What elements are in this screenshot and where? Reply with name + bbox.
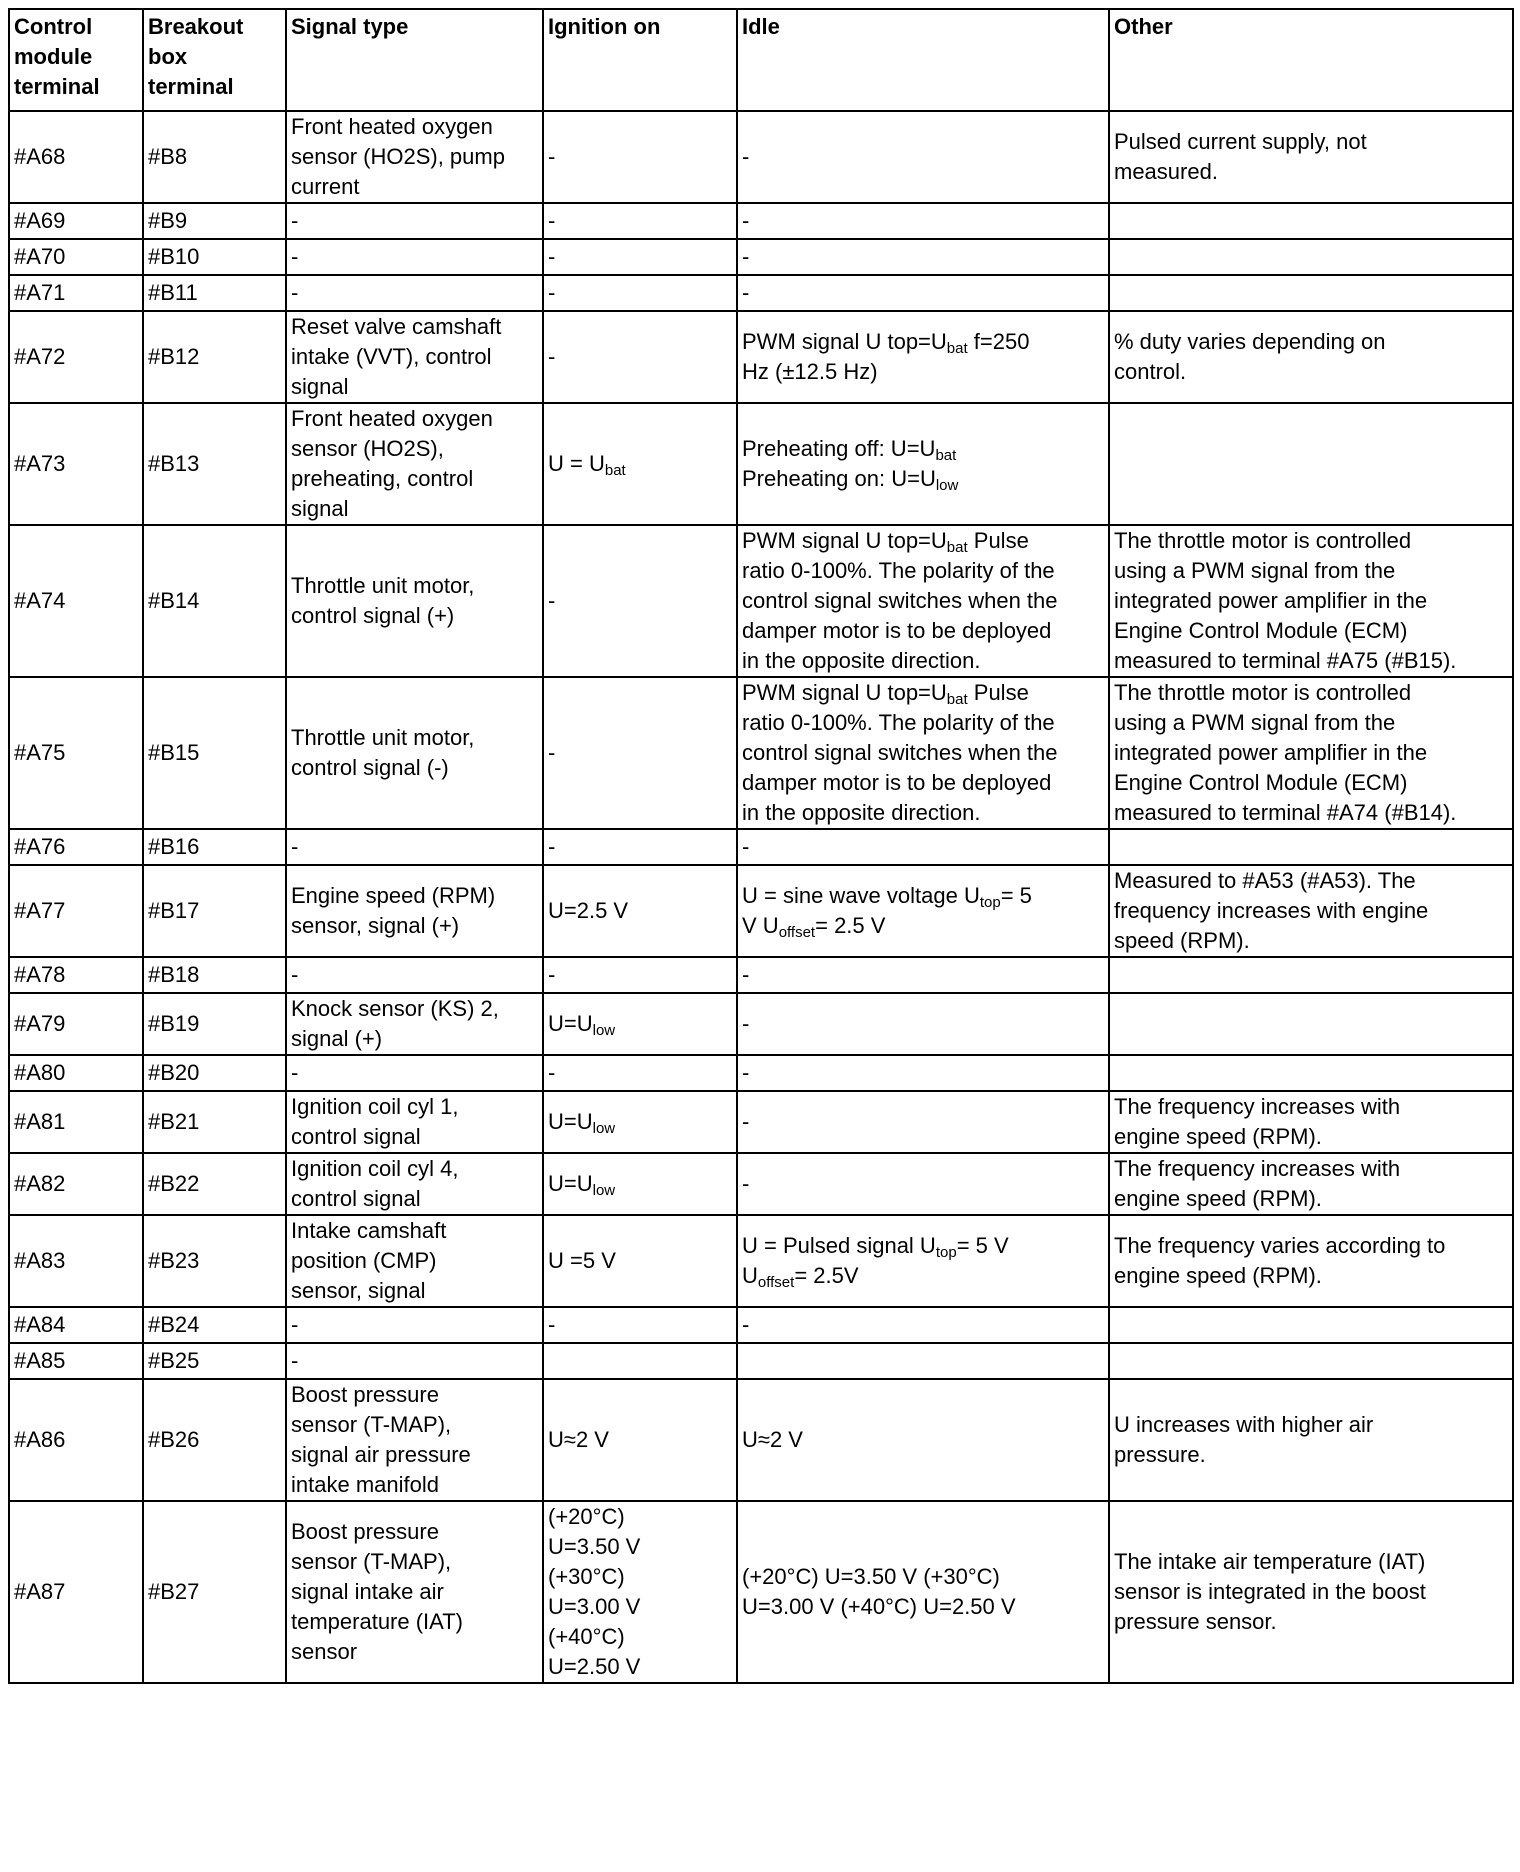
signal-type-cell — [286, 1501, 543, 1683]
cell-text-line: (+20°C) — [548, 1504, 625, 1529]
breakout-box-terminal-cell: #B14 — [143, 525, 286, 677]
cell-text-line: Hz (±12.5 Hz) — [742, 359, 878, 384]
cell-text-line: - — [548, 344, 556, 369]
cell-text-line: signal — [291, 496, 349, 521]
cell-text-line: - — [291, 280, 299, 305]
ignition-on-cell — [543, 677, 737, 829]
ignition-on-cell — [543, 957, 737, 993]
control-module-terminal-cell: #A87 — [9, 1501, 143, 1683]
other-cell — [1109, 1215, 1513, 1307]
cell-text-line: position (CMP) — [291, 1248, 437, 1273]
cell-text-line: $U=U_{low}$ — [548, 1171, 616, 1199]
cell-text-line: engine speed (RPM). — [1114, 1263, 1322, 1288]
cell-text-line: integrated power amplifier in the — [1114, 740, 1428, 765]
signal-type-cell — [286, 1153, 543, 1215]
breakout-box-terminal-cell: #B17 — [143, 865, 286, 957]
cell-text-line: - — [742, 1060, 750, 1085]
other-cell — [1109, 1501, 1513, 1683]
cell-text-line: - — [291, 1312, 299, 1337]
breakout-box-terminal-cell: #B21 — [143, 1091, 286, 1153]
header-other: Other — [1109, 9, 1513, 111]
cell-text-line: ratio 0-100%. The polarity of the — [742, 558, 1055, 583]
cell-text-line: Throttle unit motor, — [291, 573, 475, 598]
cell-text-line: control signal — [291, 1186, 421, 1211]
table-body — [9, 111, 1513, 1683]
other-cell — [1109, 1091, 1513, 1153]
table-row — [9, 1055, 1513, 1091]
ignition-on-cell — [543, 1215, 737, 1307]
ignition-on-cell — [543, 203, 737, 239]
cell-text-line: - — [742, 144, 750, 169]
cell-text-line: measured to terminal #A75 (#B15). — [1114, 648, 1457, 673]
cell-text-line: damper motor is to be deployed — [742, 618, 1052, 643]
control-module-terminal-cell: #A75 — [9, 677, 143, 829]
cell-text-line: - — [742, 280, 750, 305]
cell-text-line: PWM signal U $top=U_{bat}$ f=250 — [742, 329, 1030, 357]
cell-text-line: damper motor is to be deployed — [742, 770, 1052, 795]
cell-text-line: - — [742, 962, 750, 987]
control-module-terminal-cell: #A80 — [9, 1055, 143, 1091]
cell-text-line: Front heated oxygen — [291, 114, 493, 139]
cell-text-line: Reset valve camshaft — [291, 314, 502, 339]
ignition-on-cell — [543, 1307, 737, 1343]
control-module-terminal-cell: #A85 — [9, 1343, 143, 1379]
header-breakout-box-terminal: Breakout box terminal — [143, 9, 286, 111]
cell-text-line: ratio 0-100%. The polarity of the — [742, 710, 1055, 735]
cell-text-line: Engine Control Module (ECM) — [1114, 618, 1408, 643]
table-row — [9, 1343, 1513, 1379]
table-row — [9, 1307, 1513, 1343]
idle-cell — [737, 275, 1109, 311]
idle-cell — [737, 1379, 1109, 1501]
cell-text-line: signal (+) — [291, 1026, 383, 1051]
header-control-module-terminal: Control module terminal — [9, 9, 143, 111]
control-module-terminal-cell: #A71 — [9, 275, 143, 311]
cell-text-line: engine speed (RPM). — [1114, 1186, 1322, 1211]
other-cell — [1109, 525, 1513, 677]
cell-text-line: sensor is integrated in the boost — [1114, 1579, 1426, 1604]
header-ignition-on: Ignition on — [543, 9, 737, 111]
idle-cell — [737, 1215, 1109, 1307]
cell-text-line: control signal — [291, 1124, 421, 1149]
cell-text-line: - — [548, 962, 556, 987]
cell-text-line: - — [742, 1312, 750, 1337]
cell-text-line: U=2.50 V — [548, 1654, 641, 1679]
breakout-box-terminal-cell: #B15 — [143, 677, 286, 829]
breakout-box-terminal-cell: #B8 — [143, 111, 286, 203]
cell-text-line: - — [291, 244, 299, 269]
cell-text-line: - — [548, 740, 556, 765]
control-module-terminal-cell: #A78 — [9, 957, 143, 993]
ignition-on-cell — [543, 1091, 737, 1153]
header-row — [9, 9, 1513, 111]
cell-text-line: signal air pressure — [291, 1442, 471, 1467]
table-row — [9, 1153, 1513, 1215]
other-cell — [1109, 957, 1513, 993]
table-row — [9, 677, 1513, 829]
other-cell — [1109, 1379, 1513, 1501]
idle-cell — [737, 677, 1109, 829]
ignition-on-cell — [543, 311, 737, 403]
breakout-box-terminal-cell: #B23 — [143, 1215, 286, 1307]
cell-text-line: Boost pressure — [291, 1382, 439, 1407]
breakout-box-terminal-cell: #B20 — [143, 1055, 286, 1091]
cell-text-line: Ignition coil cyl 1, — [291, 1094, 459, 1119]
cell-text-line: integrated power amplifier in the — [1114, 588, 1428, 613]
breakout-box-terminal-cell: #B24 — [143, 1307, 286, 1343]
breakout-box-terminal-cell: #B25 — [143, 1343, 286, 1379]
idle-cell — [737, 311, 1109, 403]
idle-cell — [737, 111, 1109, 203]
cell-text-line: Preheating on: $U=U_{low}$ — [742, 466, 959, 494]
breakout-box-terminal-cell: #B13 — [143, 403, 286, 525]
control-module-terminal-cell: #A70 — [9, 239, 143, 275]
control-module-terminal-cell: #A72 — [9, 311, 143, 403]
other-cell — [1109, 275, 1513, 311]
cell-text-line: in the opposite direction. — [742, 648, 981, 673]
signal-type-cell — [286, 203, 543, 239]
cell-text-line: pressure. — [1114, 1442, 1206, 1467]
idle-cell — [737, 1343, 1109, 1379]
cell-text-line: Intake camshaft — [291, 1218, 447, 1243]
cell-text-line: sensor (HO2S), — [291, 436, 444, 461]
idle-cell — [737, 1501, 1109, 1683]
cell-text-line: control signal switches when the — [742, 740, 1058, 765]
cell-text-line: measured to terminal #A74 (#B14). — [1114, 800, 1457, 825]
control-module-terminal-cell: #A83 — [9, 1215, 143, 1307]
cell-text-line: - — [742, 1011, 750, 1036]
idle-cell — [737, 957, 1109, 993]
other-cell — [1109, 1307, 1513, 1343]
cell-text-line: engine speed (RPM). — [1114, 1124, 1322, 1149]
cell-text-line: U increases with higher air — [1114, 1412, 1374, 1437]
cell-text-line: current — [291, 174, 360, 199]
cell-text-line: U = sine wave voltage $U_{top}= 5$ — [742, 883, 1032, 911]
cell-text-line: preheating, control — [291, 466, 474, 491]
cell-text-line: intake (VVT), control — [291, 344, 492, 369]
idle-cell — [737, 1091, 1109, 1153]
cell-text-line: PWM signal U $top=U_{bat}$ Pulse — [742, 680, 1029, 708]
idle-cell — [737, 1307, 1109, 1343]
cell-text-line: in the opposite direction. — [742, 800, 981, 825]
cell-text-line: The frequency varies according to — [1114, 1233, 1446, 1258]
cell-text-line: control. — [1114, 359, 1187, 384]
cell-text-line: $U = U_{bat}$ — [548, 451, 626, 479]
cell-text-line: Front heated oxygen — [291, 406, 493, 431]
cell-text-line: Engine speed (RPM) — [291, 883, 496, 908]
ignition-on-cell — [543, 993, 737, 1055]
cell-text-line: (+30°C) — [548, 1564, 625, 1589]
ignition-on-cell — [543, 111, 737, 203]
signal-type-cell — [286, 865, 543, 957]
cell-text-line: sensor (T-MAP), — [291, 1412, 452, 1437]
control-module-terminal-cell: #A79 — [9, 993, 143, 1055]
signal-type-cell — [286, 1343, 543, 1379]
cell-text-line: speed (RPM). — [1114, 928, 1250, 953]
cell-text-line: - — [742, 1171, 750, 1196]
control-module-terminal-cell: #A76 — [9, 829, 143, 865]
cell-text-line: sensor (HO2S), pump — [291, 144, 505, 169]
control-module-terminal-cell: #A74 — [9, 525, 143, 677]
table-row — [9, 239, 1513, 275]
cell-text-line: Ignition coil cyl 4, — [291, 1156, 459, 1181]
breakout-box-terminal-cell: #B26 — [143, 1379, 286, 1501]
ignition-on-cell — [543, 1343, 737, 1379]
signal-type-cell — [286, 1215, 543, 1307]
signal-type-cell — [286, 311, 543, 403]
signal-type-cell — [286, 957, 543, 993]
idle-cell — [737, 829, 1109, 865]
idle-cell — [737, 403, 1109, 525]
other-cell — [1109, 1153, 1513, 1215]
cell-text-line: - — [548, 1312, 556, 1337]
table-row — [9, 829, 1513, 865]
cell-text-line: - — [548, 244, 556, 269]
cell-text-line: sensor, signal — [291, 1278, 426, 1303]
cell-text-line: Knock sensor (KS) 2, — [291, 996, 499, 1021]
cell-text-line: frequency increases with engine — [1114, 898, 1429, 923]
ignition-on-cell — [543, 525, 737, 677]
signal-type-cell — [286, 1091, 543, 1153]
ignition-on-cell — [543, 865, 737, 957]
cell-text-line: U=3.00 V — [548, 1594, 641, 1619]
cell-text-line: The throttle motor is controlled — [1114, 680, 1412, 705]
cell-text-line: Preheating off: $U=U_{bat}$ — [742, 436, 957, 464]
table-row — [9, 403, 1513, 525]
table-row — [9, 1091, 1513, 1153]
table-row — [9, 993, 1513, 1055]
breakout-box-terminal-cell: #B16 — [143, 829, 286, 865]
cell-text-line: - — [291, 1348, 299, 1373]
cell-text-line: U=3.00 V (+40°C) U=2.50 V — [742, 1594, 1016, 1619]
table-row — [9, 1215, 1513, 1307]
cell-text-line: Measured to #A53 (#A53). The — [1114, 868, 1416, 893]
ignition-on-cell — [543, 1501, 737, 1683]
cell-text-line: % duty varies depending on — [1114, 329, 1386, 354]
table-row — [9, 525, 1513, 677]
cell-text-line: U≈2 V — [742, 1427, 803, 1452]
breakout-box-terminal-cell: #B11 — [143, 275, 286, 311]
table-row — [9, 865, 1513, 957]
control-module-terminal-cell: #A68 — [9, 111, 143, 203]
ignition-on-cell — [543, 239, 737, 275]
control-module-terminal-cell: #A69 — [9, 203, 143, 239]
breakout-box-terminal-cell: #B19 — [143, 993, 286, 1055]
cell-text-line: U = Pulsed signal $U_{top}= 5$ V — [742, 1233, 1009, 1261]
table-row — [9, 957, 1513, 993]
cell-text-line: sensor (T-MAP), — [291, 1549, 452, 1574]
cell-text-line: Throttle unit motor, — [291, 725, 475, 750]
control-module-terminal-cell: #A77 — [9, 865, 143, 957]
other-cell — [1109, 865, 1513, 957]
table-row — [9, 111, 1513, 203]
cell-text-line: intake manifold — [291, 1472, 439, 1497]
control-module-terminal-cell: #A86 — [9, 1379, 143, 1501]
signal-type-cell — [286, 525, 543, 677]
table-row — [9, 311, 1513, 403]
other-cell — [1109, 993, 1513, 1055]
cell-text-line: $U=U_{low}$ — [548, 1011, 616, 1039]
table-row — [9, 1379, 1513, 1501]
idle-cell — [737, 865, 1109, 957]
cell-text-line: using a PWM signal from the — [1114, 558, 1396, 583]
other-cell — [1109, 829, 1513, 865]
breakout-box-terminal-cell: #B12 — [143, 311, 286, 403]
signal-type-cell — [286, 111, 543, 203]
header-idle: Idle — [737, 9, 1109, 111]
other-cell — [1109, 1055, 1513, 1091]
cell-text-line: sensor, signal (+) — [291, 913, 460, 938]
control-module-terminal-cell: #A84 — [9, 1307, 143, 1343]
cell-text-line: V $U_{offset}= 2.5$ V — [742, 913, 886, 941]
header-signal-type: Signal type — [286, 9, 543, 111]
breakout-box-terminal-cell: #B27 — [143, 1501, 286, 1683]
cell-text-line: - — [742, 834, 750, 859]
cell-text-line: (+40°C) — [548, 1624, 625, 1649]
cell-text-line: pressure sensor. — [1114, 1609, 1277, 1634]
signal-type-cell — [286, 829, 543, 865]
other-cell — [1109, 203, 1513, 239]
cell-text-line: (+20°C) U=3.50 V (+30°C) — [742, 1564, 1000, 1589]
cell-text-line: PWM signal U $top=U_{bat}$ Pulse — [742, 528, 1029, 556]
idle-cell — [737, 1055, 1109, 1091]
cell-text-line: - — [548, 280, 556, 305]
cell-text-line: $U_{offset}= 2.5V$ — [742, 1263, 859, 1291]
idle-cell — [737, 993, 1109, 1055]
other-cell — [1109, 111, 1513, 203]
cell-text-line: U=3.50 V — [548, 1534, 641, 1559]
control-module-terminal-cell: #A81 — [9, 1091, 143, 1153]
ignition-on-cell — [543, 403, 737, 525]
cell-text-line: - — [548, 588, 556, 613]
cell-text-line: control signal (-) — [291, 755, 449, 780]
control-module-terminal-cell: #A82 — [9, 1153, 143, 1215]
breakout-box-terminal-cell: #B22 — [143, 1153, 286, 1215]
cell-text-line: measured. — [1114, 159, 1218, 184]
other-cell — [1109, 677, 1513, 829]
cell-text-line: The frequency increases with — [1114, 1156, 1401, 1181]
cell-text-line: sensor — [291, 1639, 358, 1664]
cell-text-line: - — [742, 1109, 750, 1134]
signal-type-cell — [286, 403, 543, 525]
breakout-box-terminal-cell: #B18 — [143, 957, 286, 993]
ignition-on-cell — [543, 1379, 737, 1501]
other-cell — [1109, 311, 1513, 403]
cell-text-line: using a PWM signal from the — [1114, 710, 1396, 735]
cell-text-line: U≈2 V — [548, 1427, 609, 1452]
table-row — [9, 275, 1513, 311]
terminal-signal-table — [8, 8, 1514, 1684]
signal-type-cell — [286, 275, 543, 311]
cell-text-line: temperature (IAT) — [291, 1609, 463, 1634]
cell-text-line: - — [548, 208, 556, 233]
breakout-box-terminal-cell: #B10 — [143, 239, 286, 275]
signal-type-cell — [286, 1055, 543, 1091]
cell-text-line: - — [291, 1060, 299, 1085]
ignition-on-cell — [543, 1153, 737, 1215]
idle-cell — [737, 203, 1109, 239]
cell-text-line: - — [291, 208, 299, 233]
table-row — [9, 203, 1513, 239]
ignition-on-cell — [543, 829, 737, 865]
signal-type-cell — [286, 1307, 543, 1343]
cell-text-line: The intake air temperature (IAT) — [1114, 1549, 1426, 1574]
signal-type-cell — [286, 1379, 543, 1501]
other-cell — [1109, 239, 1513, 275]
cell-text-line: signal intake air — [291, 1579, 444, 1604]
cell-text-line: - — [742, 208, 750, 233]
breakout-box-terminal-cell: #B9 — [143, 203, 286, 239]
cell-text-line: control signal switches when the — [742, 588, 1058, 613]
cell-text-line: - — [742, 244, 750, 269]
cell-text-line: - — [291, 962, 299, 987]
cell-text-line: - — [548, 144, 556, 169]
other-cell — [1109, 403, 1513, 525]
idle-cell — [737, 525, 1109, 677]
cell-text-line: U=2.5 V — [548, 898, 629, 923]
cell-text-line: $U=U_{low}$ — [548, 1109, 616, 1137]
cell-text-line: - — [548, 1060, 556, 1085]
cell-text-line: Boost pressure — [291, 1519, 439, 1544]
other-cell — [1109, 1343, 1513, 1379]
table-row — [9, 1501, 1513, 1683]
control-module-terminal-cell: #A73 — [9, 403, 143, 525]
cell-text-line: Engine Control Module (ECM) — [1114, 770, 1408, 795]
cell-text-line: The frequency increases with — [1114, 1094, 1401, 1119]
idle-cell — [737, 239, 1109, 275]
cell-text-line: U =5 V — [548, 1248, 616, 1273]
cell-text-line: - — [291, 834, 299, 859]
cell-text-line: control signal (+) — [291, 603, 455, 628]
ignition-on-cell — [543, 275, 737, 311]
ignition-on-cell — [543, 1055, 737, 1091]
cell-text-line: The throttle motor is controlled — [1114, 528, 1412, 553]
cell-text-line: Pulsed current supply, not — [1114, 129, 1367, 154]
cell-text-line: - — [548, 834, 556, 859]
idle-cell — [737, 1153, 1109, 1215]
signal-type-cell — [286, 677, 543, 829]
signal-type-cell — [286, 993, 543, 1055]
cell-text-line: signal — [291, 374, 349, 399]
signal-type-cell — [286, 239, 543, 275]
